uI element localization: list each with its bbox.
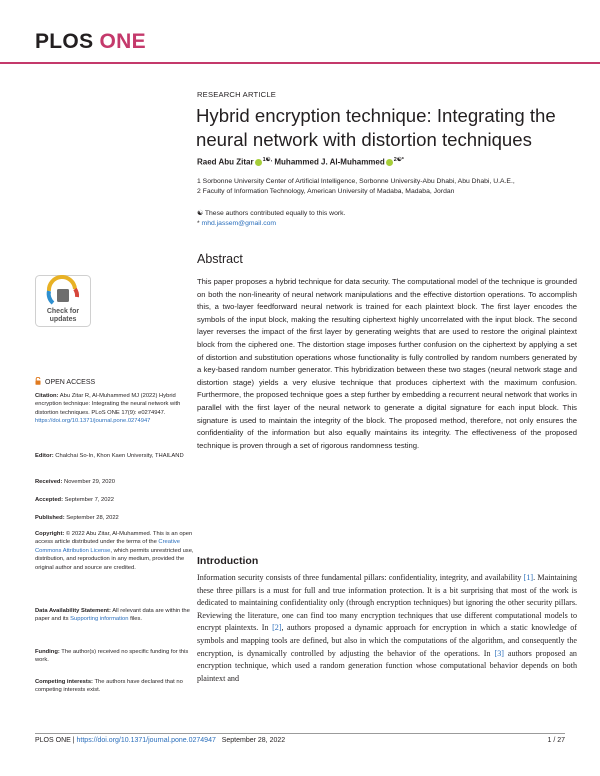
page-number: 1 / 27: [547, 737, 565, 744]
license-link[interactable]: Creative Commons Attribution License: [35, 539, 180, 554]
footer-date: September 28, 2022: [221, 737, 286, 744]
check-for-updates-badge[interactable]: [35, 275, 91, 327]
author-1-name[interactable]: Raed Abu Zitar: [197, 157, 254, 167]
introduction-heading: Introduction: [197, 555, 259, 567]
logo-plos: PLOS: [35, 30, 94, 53]
received-date: Received: November 29, 2020: [35, 479, 115, 485]
editor-info: Editor: Chalchai So-In, Khon Kaen University, THAILAND: [35, 453, 184, 459]
author-1-affil: 1☯,: [262, 157, 273, 163]
citation-link[interactable]: [1]: [523, 573, 534, 582]
affiliation-1: 1 Sorbonne University Center of Artificial Intelligence, Sorbonne University-Abu Dhabi, Abu Dhabi, U.A.E.,: [197, 178, 515, 185]
author-notes: [197, 209, 577, 228]
header-rule: [0, 62, 600, 64]
logo-one: ONE: [99, 30, 146, 53]
citation-link[interactable]: [2]: [272, 623, 282, 633]
published-date: Published: September 28, 2022: [35, 515, 119, 521]
footer-journal: PLOS ONE: [35, 737, 71, 744]
abstract-text: This paper proposes a hybrid technique for data security. The computational model of the technique is grounded on both the non-linearity of neural network manipulations and the effective distortion operations. To accomplish this, a two-layer feedforward neural network is trained for each plaintext block. The first layer encodes the symbols of the input block, making the resulting ciphertext highly uncorrelated with the input block. The second layer reverses the impact of the first layer by generating weights that are used to restore the original plaintext block from the ciphered one. The distortion stage imposes further confusion on the ciphertext by applying a set of distortion and substitution operations whose functionality is fully controlled by random numbers generated by a key-based random number generator. This hybridization between these two stages (neural network stage and distortion stage) yields a very elusive technique that produces ciphertext with the maximum confusion. Furthermore, the proposed technique goes a step further by embedding a recurrent neural network that works in parallel with the first layer of the neural network to generate a digital signature for each input block. This signature is used to maintain the integrity of the block. The proposed method, therefore, not only ensures the confidentiality of the information but also equally maintains its integrity. The effectiveness of the proposed technique is proven through a set of rigorous randomness testing.: [197, 277, 577, 450]
affiliation-2: 2 Faculty of Information Technology, American University of Madaba, Madaba, Jordan: [197, 187, 455, 195]
article-type: RESEARCH ARTICLE: [197, 90, 277, 99]
abstract-heading: Abstract: [197, 252, 243, 266]
introduction-text: Information security consists of three fundamental pillars: confidentiality, integrity, and availability [1]. Maintaining these three pillars is a must for full and true information protection. It is a bit surprising that most of the work is dedicated to maintaining confidentiality only (through encryption techniques) but ignoring the other security pillars. Reviewing the literature, one can find too many encryption techniques that use different computational models to encrypt plaintexts. In [2], authors proposed a dynamic approach for encryption in which a static knowledge of symbols and mapping tools are defined, but also in which the computations of the algorithm, and consequently the encryption, is dynamically controlled by adjusting the behavior of the operations. In [3] authors proposed an encryption technique, which used a random generation function whose computational behavior depends on both plaintext and: [197, 573, 577, 683]
citation-info: Citation: Abu Zitar R, Al-Muhammed MJ (2022) Hybrid encryption technique: Integrating the neural network with distortion techniques. PLoS ONE 17(9): e0274947. https://doi.org/10.1371/journal.pone.0274947: [35, 393, 181, 425]
competing-interests: Competing interests: The authors have declared that no competing interests exist.: [35, 679, 183, 694]
check-for-updates-icon: [35, 275, 91, 327]
citation-link[interactable]: [3]: [494, 648, 504, 658]
orcid-icon[interactable]: [255, 159, 262, 166]
accepted-date: Accepted: September 7, 2022: [35, 497, 114, 503]
author-2-affil: 2☯*: [393, 157, 404, 163]
orcid-icon[interactable]: [386, 159, 393, 166]
data-availability: Data Availability Statement: All relevant data are within the paper and its Supporting information files.: [35, 608, 190, 623]
doi-link[interactable]: https://doi.org/10.1371/journal.pone.0274947: [35, 418, 151, 425]
email-link[interactable]: mhd.jassem@gmail.com: [201, 219, 277, 227]
corresponding-email-line: * mhd.jassem@gmail.com: [197, 219, 277, 227]
footer-doi-link[interactable]: https://doi.org/10.1371/journal.pone.0274947: [76, 737, 216, 744]
affiliations: [197, 177, 577, 196]
equal-contribution-note: ☯ These authors contributed equally to this work.: [197, 210, 346, 217]
check-label-line2: updates: [49, 316, 77, 323]
supporting-info-link[interactable]: Supporting information: [70, 616, 129, 623]
author-2-name[interactable]: Muhammed J. Al-Muhammed: [274, 157, 385, 167]
check-label-line1: Check for: [46, 308, 80, 315]
article-title: Hybrid encryption technique: Integrating the neural network with distortion techniques: [196, 105, 556, 150]
journal-logo: [35, 30, 146, 54]
open-lock-icon: [35, 377, 41, 385]
copyright-info: Copyright: © 2022 Abu Zitar, Al-Muhammed. This is an open access article distributed under the terms of the Creative Commons Attribution License, which permits unrestricted use, distribution, and reproduction in any medium, provided the original author and source are credited.: [35, 531, 194, 571]
author-list: [197, 157, 577, 167]
funding-info: Funding: The author(s) received no specific funding for this work.: [35, 649, 189, 664]
footer-rule: [35, 733, 565, 734]
open-access-label: OPEN ACCESS: [35, 377, 95, 386]
